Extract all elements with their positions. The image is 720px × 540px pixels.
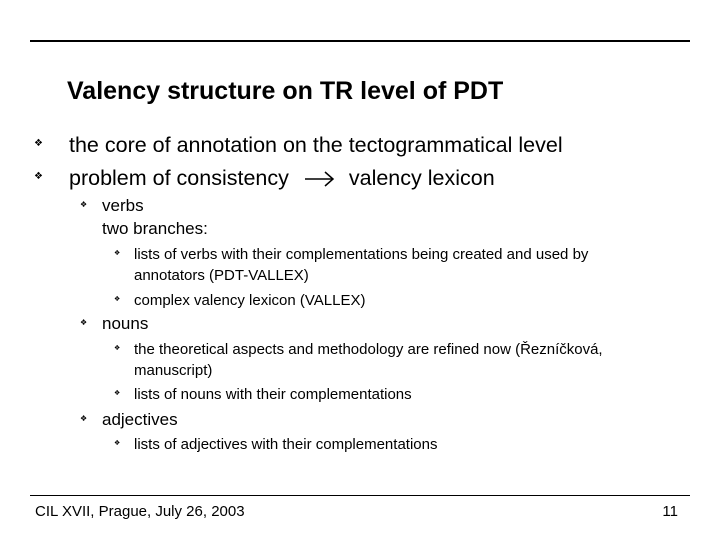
page-number: 11 — [662, 503, 678, 520]
slide-title: Valency structure on TR level of PDT — [67, 77, 504, 105]
bullet-icon: ❖ — [34, 138, 43, 149]
arrow-right-icon — [295, 169, 343, 189]
bullet-icon: ❖ — [80, 318, 88, 327]
bottom-rule — [30, 495, 690, 496]
verbs-item-1b: annotators (PDT-VALLEX) — [134, 267, 309, 284]
footer-conference: CIL XVII, Prague, July 26, 2003 — [35, 503, 245, 520]
problem-text: problem of consistency — [69, 166, 289, 190]
bullet-icon: ❖ — [34, 171, 43, 182]
lexicon-text: valency lexicon — [348, 166, 495, 190]
bullet-nouns: nouns — [102, 314, 149, 333]
bullet-icon: ❖ — [114, 440, 121, 447]
top-rule — [30, 40, 690, 42]
bullet-icon: ❖ — [80, 414, 88, 423]
bullet-problem — [69, 166, 495, 191]
bullet-icon: ❖ — [114, 250, 121, 257]
nouns-item-1a: the theoretical aspects and methodology are refined now (Řezníčková, — [134, 341, 603, 358]
bullet-icon: ❖ — [114, 296, 121, 303]
verbs-item-2: complex valency lexicon (VALLEX) — [134, 292, 366, 309]
bullet-icon: ❖ — [114, 345, 121, 352]
verbs-item-1a: lists of verbs with their complementations being created and used by — [134, 246, 589, 263]
bullet-icon: ❖ — [80, 200, 88, 209]
bullet-icon: ❖ — [114, 390, 121, 397]
nouns-item-2: lists of nouns with their complementations — [134, 386, 412, 403]
verbs-subline: two branches: — [102, 219, 208, 238]
bullet-verbs: verbs — [102, 196, 144, 215]
adjectives-item-1: lists of adjectives with their complementations — [134, 436, 438, 453]
nouns-item-1b: manuscript) — [134, 362, 213, 379]
bullet-core: the core of annotation on the tectogrammatical level — [69, 133, 563, 157]
bullet-adjectives: adjectives — [102, 410, 178, 429]
